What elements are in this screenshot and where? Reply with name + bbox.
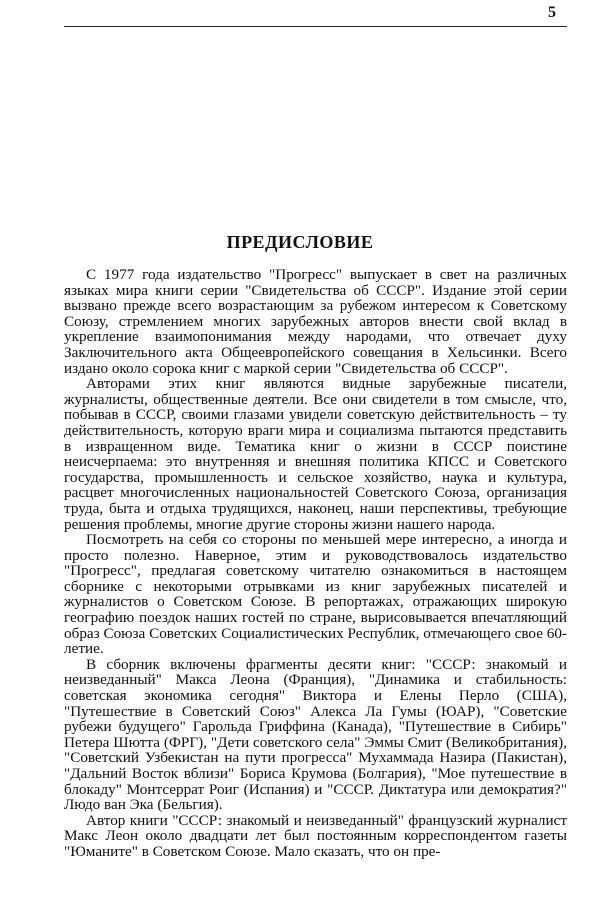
paragraph: Авторами этих книг являются видные зарубежные писатели, журналисты, общественные деятели. Все они свидетели в том смысле, что, побывав в СССР, своими глазами увидели советскую действительность – ту действительность, которую враги мира и социализма пытаются представить в извращенном виде. Тематика книг о жизни в СССР поистине неисчерпаема: это внутренняя и внешняя политика КПСС и Советского государства, промышленность и сельское хозяйство, наука и культура, расцвет многочисленных национальностей Советского Союза, организация труда, быта и отдыха трудящихся, наконец, наши перспективы, требующие решения проблемы, многие другие стороны жизни нашего народа. — [64, 375, 567, 533]
page-number: 5 — [548, 4, 556, 21]
paragraph: С 1977 года издательство "Прогресс" выпускает в свет на различных языках мира книги серии "Свидетельства об СССР". Издание этой серии вызвано прежде всего возрастающим за рубежом интересом к Советскому Союзу, стремлением многих зарубежных авторов внести свой вклад в укрепление взаимопонимания между народами, что отвечает духу Заключительного акта Общеевропейского совещания в Хельсинки. Всего издано около сорока книг с маркой серии "Свидетельства об СССР". — [64, 266, 567, 377]
paragraph: В сборник включены фрагменты десяти книг: "СССР: знакомый и неизведанный" Макса Леона (Франция), "Динамика и стабильность: советская экономика сегодня" Виктора и Елены Перло (США), "Путешествие в Советский Союз" Алекса Ла Гумы (ЮАР), "Советские рубежи будущего" Гарольда Гриффина (Канада), "Путешествие в Сибирь" Петера Шютта (ФРГ), "Дети советского села" Эммы Смит (Великобритания), "Советский Узбекистан на пути прогресса" Мухаммада Назира (Пакистан), "Дальний Восток вблизи" Бориса Крумова (Болгария), "Мое путешествие в блокаду" Монтсеррат Роиг (Испания) и "СССР. Диктатура или демократия?" Людо ван Эка (Бельгия). — [64, 655, 567, 814]
paragraph: Автор книги "СССР: знакомый и неизведанный" французский журналист Макс Леон около двадцати лет был постоянным корреспондентом газеты "Юманите" в Советском Союзе. Мало сказать, что он пре- — [64, 811, 567, 860]
page-title: ПРЕДИСЛОВИЕ — [226, 232, 374, 252]
header-rule — [64, 26, 567, 27]
paragraph: Посмотреть на себя со стороны по меньшей мере интересно, а иногда и просто полезно. Наверное, этим и руководствовалось издательство "Прогресс", предлагая советскому читателю ознакомиться в настоящем сборнике с некоторыми отрывками из книг зарубежных писателей и журналистов о Советском Союзе. В репортажах, отражающих широкую географию поездок наших гостей по стране, вырисовывается впечатляющий образ Союза Советских Социалистических Республик, отмечающего свое 60-летие. — [64, 531, 567, 658]
body-text — [64, 267, 567, 860]
